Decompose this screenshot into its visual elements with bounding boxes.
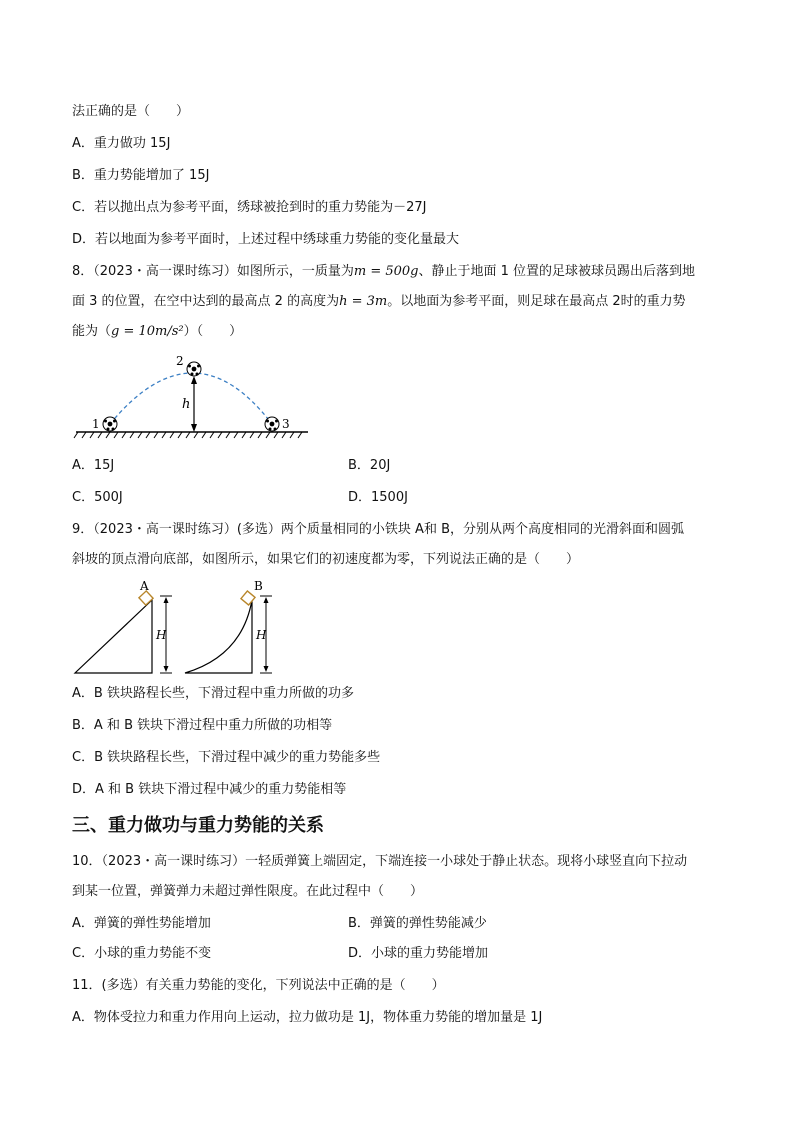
q9-option-a: A．B 铁块路程长些，下滑过程中重力所做的功多 — [72, 686, 354, 701]
q7-stem-tail: 法正确的是（ ） — [72, 104, 190, 119]
arrow-up-icon — [191, 376, 197, 384]
q9-option-b: B．A 和 B 铁块下滑过程中重力所做的功相等 — [72, 718, 333, 733]
arrow-down-icon — [164, 666, 169, 672]
q8-text: 。以地面为参考平面，则足球在最高点 2时的重力势 — [387, 294, 686, 309]
trajectory-arc — [110, 373, 272, 424]
q8-text: 8．（2023・高一课时练习）如图所示，一质量为 — [72, 264, 354, 279]
q8-text: 面 3 的位置，在空中达到的最高点 2 的高度为 — [72, 294, 340, 309]
q8-option-a: A．15J — [72, 458, 115, 473]
height-label-a: H — [156, 628, 167, 642]
soccer-ball-icon — [265, 417, 279, 431]
q10-option-c: C．小球的重力势能不变 — [72, 946, 212, 961]
q8-text: ）（ ） — [183, 324, 243, 339]
block-a-label: A — [140, 579, 149, 593]
arrow-down-icon — [264, 666, 269, 672]
position-label-1: 1 — [92, 417, 100, 431]
block-b — [241, 591, 255, 605]
q10-option-a: A．弹簧的弹性势能增加 — [72, 916, 211, 931]
q8-mass: m = 500g — [353, 264, 419, 279]
arrow-up-icon — [264, 597, 269, 603]
q8-option-c: C．500J — [72, 490, 123, 505]
q7-option-b: B．重力势能增加了 15J — [72, 168, 210, 183]
q9-stem-line2: 斜坡的顶点滑向底部，如图所示，如果它们的初速度都为零，下列说法正确的是（ ） — [72, 552, 580, 567]
q7-option-d: D．若以地面为参考平面时，上述过程中绣球重力势能的变化量最大 — [72, 232, 460, 247]
position-label-2: 2 — [176, 354, 184, 368]
arrow-down-icon — [191, 424, 197, 432]
q10-option-b: B．弹簧的弹性势能减少 — [348, 916, 487, 931]
q8-height: h = 3m — [339, 294, 388, 309]
q8-option-d: D．1500J — [348, 490, 408, 505]
q10-stem-line2: 到某一位置，弹簧弹力未超过弹性限度。在此过程中（ ） — [72, 884, 424, 899]
curved-slope — [185, 600, 252, 673]
q9-option-d: D．A 和 B 铁块下滑过程中减少的重力势能相等 — [72, 782, 347, 797]
height-label: h — [182, 397, 191, 412]
q8-gravity: g = 10m/s² — [111, 324, 184, 339]
q8-trajectory-figure — [72, 350, 312, 440]
q9-slope-figure — [72, 576, 292, 676]
q10-stem-line1: 10．（2023・高一课时练习）一轻质弹簧上端固定，下端连接一小球处于静止状态。现将小球竖直向下拉动 — [72, 854, 688, 869]
q11-option-a: A．物体受拉力和重力作用向上运动，拉力做功是 1J，物体重力势能的增加量是 1J — [72, 1010, 543, 1025]
block-a — [139, 591, 153, 605]
q9-stem-line1: 9．（2023・高一课时练习）(多选）两个质量相同的小铁块 A和 B，分别从两个高度相同的光滑斜面和圆弧 — [72, 522, 685, 537]
q8-text: 能为（ — [72, 324, 112, 339]
height-label-b: H — [256, 628, 267, 642]
position-label-3: 3 — [282, 417, 290, 431]
arrow-up-icon — [164, 597, 169, 603]
q8-text: 、静止于地面 1 位置的足球被球员踢出后落到地 — [418, 264, 696, 279]
block-b-label: B — [254, 579, 263, 593]
q8-option-b: B．20J — [348, 458, 391, 473]
straight-incline — [75, 600, 152, 673]
ground-hatching — [74, 432, 302, 438]
q7-option-a: A．重力做功 15J — [72, 136, 171, 151]
q11-stem-line1: 11．(多选）有关重力势能的变化，下列说法中正确的是（ ） — [72, 978, 445, 993]
q9-option-c: C．B 铁块路程长些，下滑过程中减少的重力势能多些 — [72, 750, 381, 765]
q8-stem-line3 — [72, 324, 242, 340]
q8-stem-line2 — [72, 294, 686, 310]
q7-option-c: C．若以抛出点为参考平面，绣球被抢到时的重力势能为－27J — [72, 200, 427, 215]
section-heading: 三、重力做功与重力势能的关系 — [72, 815, 324, 836]
soccer-ball-icon — [187, 362, 201, 376]
q10-option-d: D．小球的重力势能增加 — [348, 946, 489, 961]
q8-stem-line1 — [72, 264, 695, 280]
soccer-ball-icon — [103, 417, 117, 431]
